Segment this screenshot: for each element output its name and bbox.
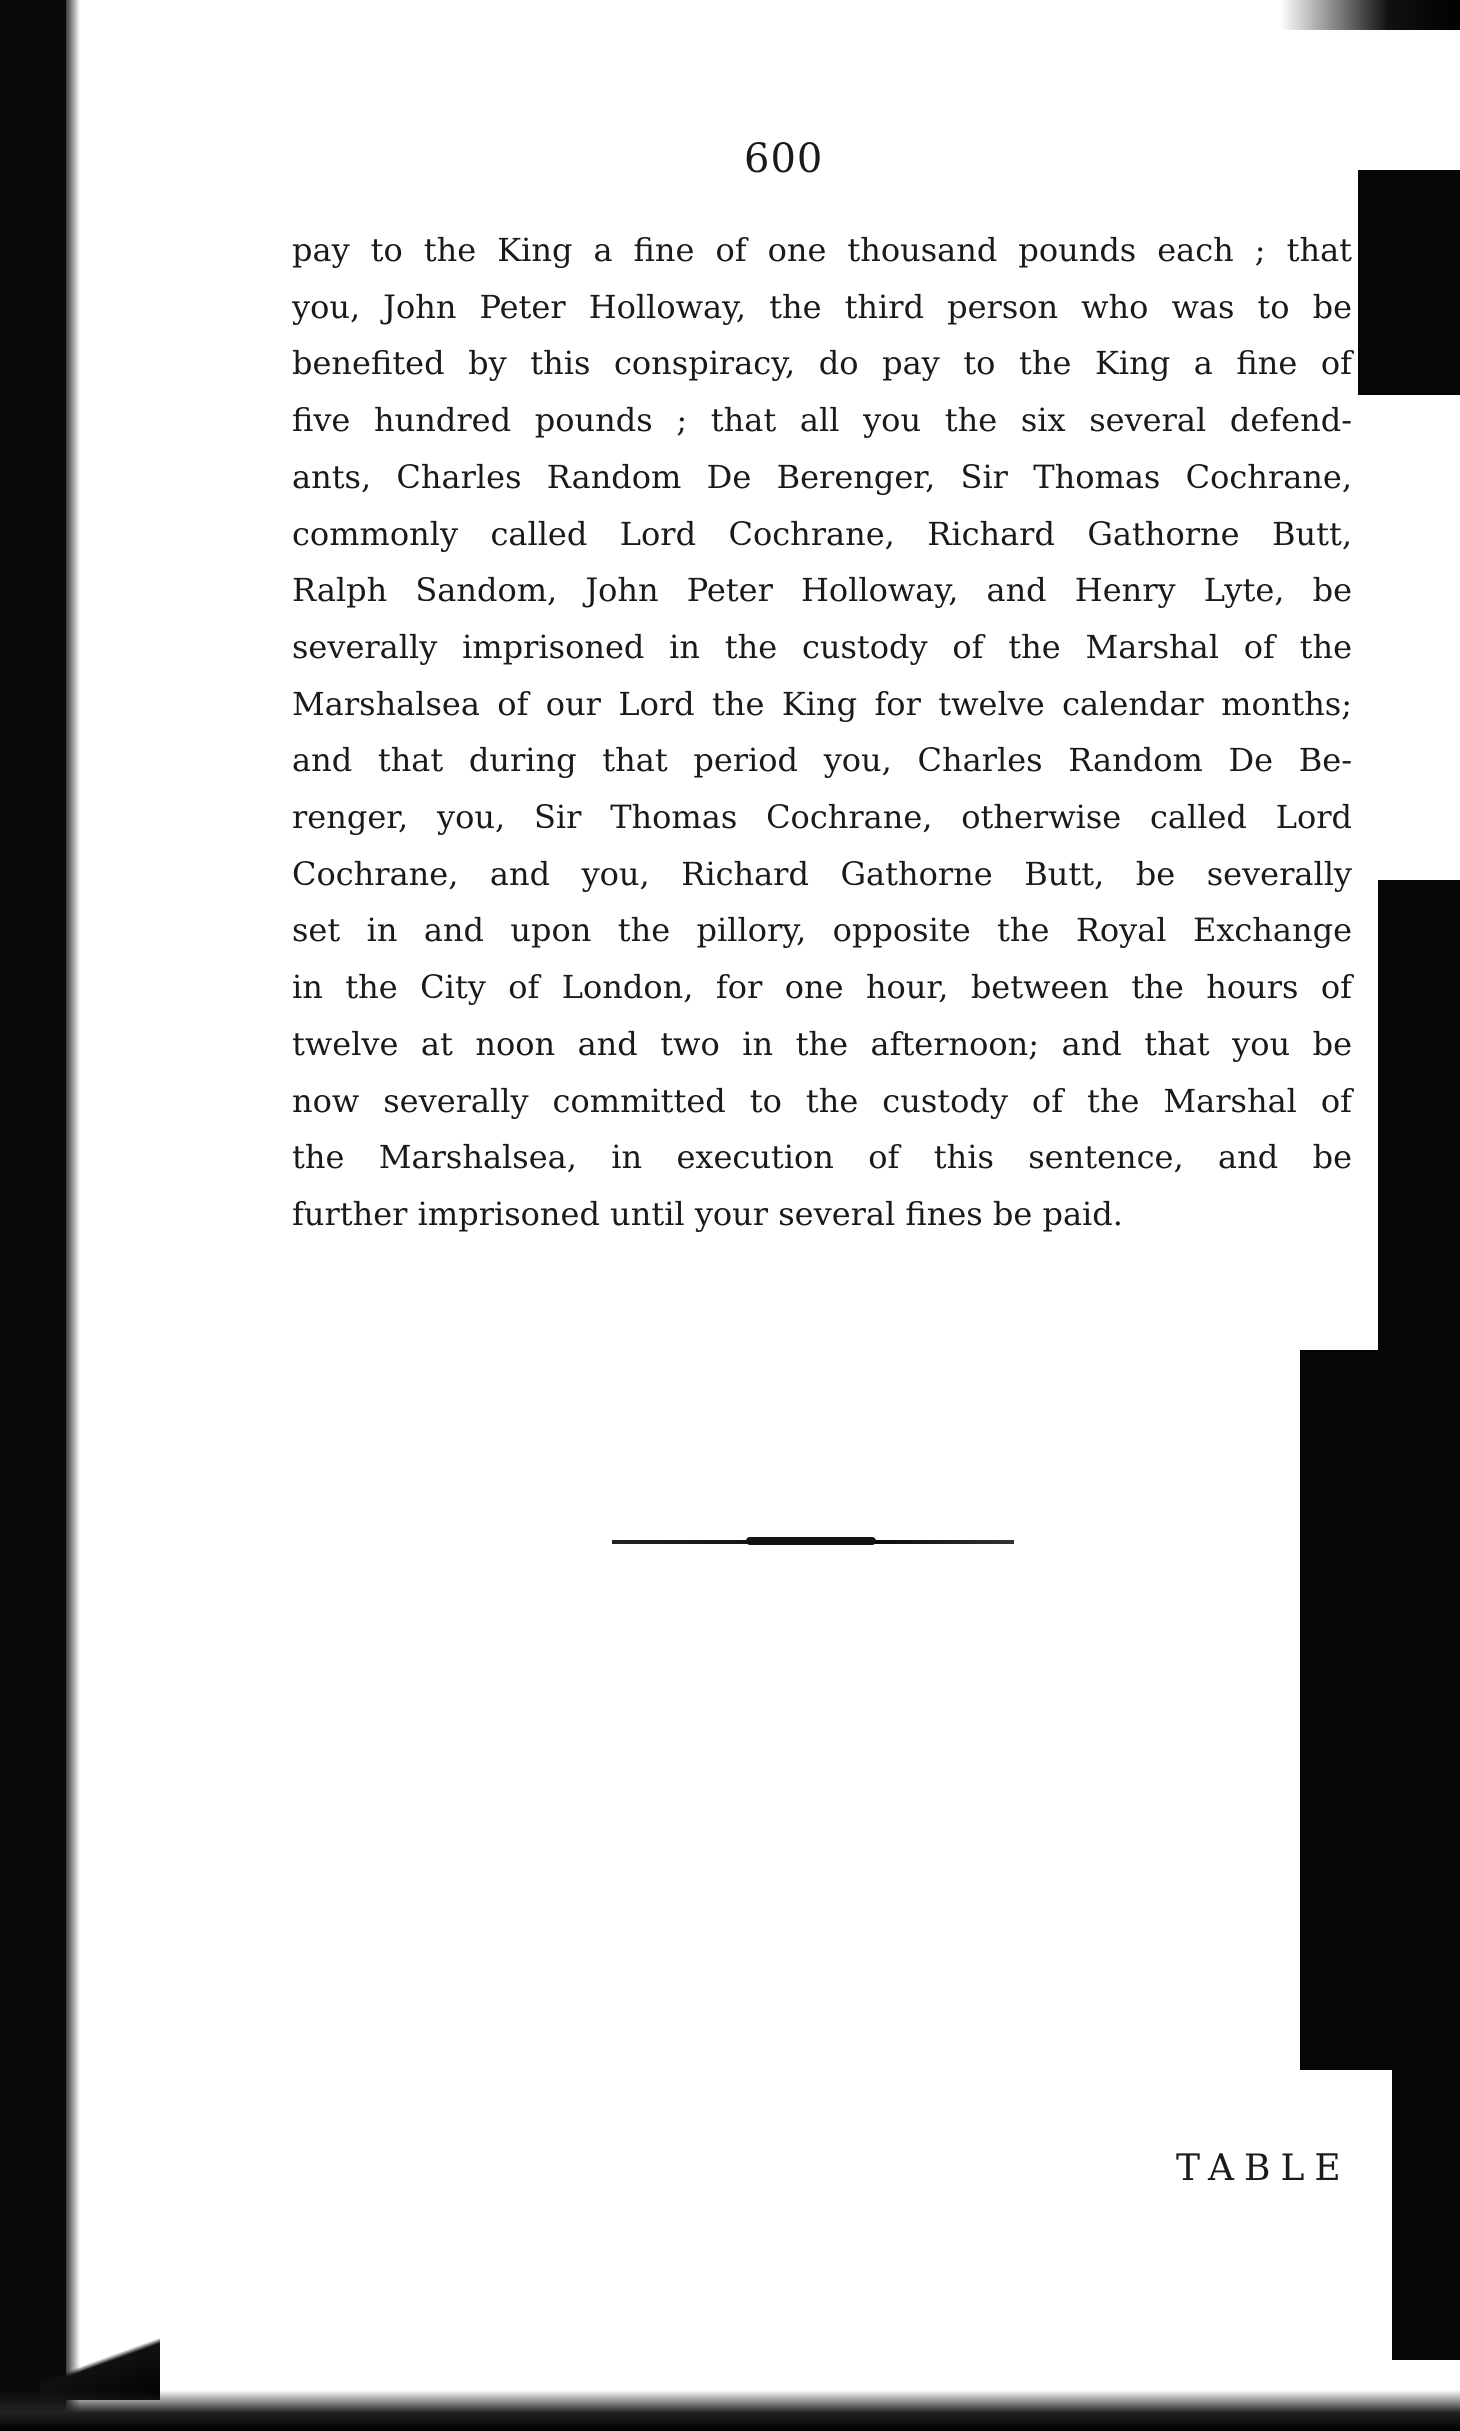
text-line: now severally committed to the custody of the Marshal of bbox=[292, 1081, 1352, 1120]
scan-edge-right bbox=[1300, 1350, 1460, 2070]
text-line: twelve at noon and two in the afternoon; and that you be bbox=[292, 1024, 1352, 1063]
text-line: severally imprisoned in the custody of the Marshal of the bbox=[292, 627, 1352, 666]
text-line: Marshalsea of our Lord the King for twelve calendar months; bbox=[292, 684, 1352, 723]
text-line: Cochrane, and you, Richard Gathorne Butt, be severally bbox=[292, 854, 1352, 893]
text-line: benefited by this conspiracy, do pay to the King a fine of bbox=[292, 344, 1352, 383]
scan-edge-right bbox=[1392, 2070, 1460, 2360]
text-line: renger, you, Sir Thomas Cochrane, otherwise called Lord bbox=[292, 798, 1352, 837]
text-line: you, John Peter Holloway, the third person who was to be bbox=[292, 287, 1352, 326]
text-line: further imprisoned until your several fines be paid. bbox=[292, 1194, 1123, 1233]
scan-edge-right bbox=[1358, 170, 1460, 395]
text-line: pay to the King a fine of one thousand pounds each ; that bbox=[292, 231, 1352, 269]
catchword: TABLE bbox=[1176, 2148, 1351, 2189]
body-text bbox=[292, 222, 1352, 1243]
scan-edge-top bbox=[1280, 0, 1460, 30]
text-line: in the City of London, for one hour, between the hours of bbox=[292, 968, 1352, 1007]
page-number: 600 bbox=[744, 136, 824, 182]
text-line: Ralph Sandom, John Peter Holloway, and Henry Lyte, be bbox=[292, 571, 1352, 610]
binding-edge-fade bbox=[66, 0, 80, 2431]
text-line: and that during that period you, Charles Random De Be- bbox=[292, 741, 1352, 780]
scan-edge-right bbox=[1378, 880, 1460, 1350]
text-line: the Marshalsea, in execution of this sentence, and be bbox=[292, 1138, 1352, 1177]
text-line: ants, Charles Random De Berenger, Sir Thomas Cochrane, bbox=[292, 457, 1352, 496]
text-line: commonly called Lord Cochrane, Richard Gathorne Butt, bbox=[292, 514, 1352, 553]
binding-edge-shadow bbox=[0, 0, 66, 2431]
text-line: five hundred pounds ; that all you the six several defend- bbox=[292, 401, 1352, 440]
scan-edge-bottom bbox=[0, 2390, 1460, 2431]
text-line: set in and upon the pillory, opposite the Royal Exchange bbox=[292, 911, 1352, 950]
section-divider-swell bbox=[746, 1537, 876, 1545]
